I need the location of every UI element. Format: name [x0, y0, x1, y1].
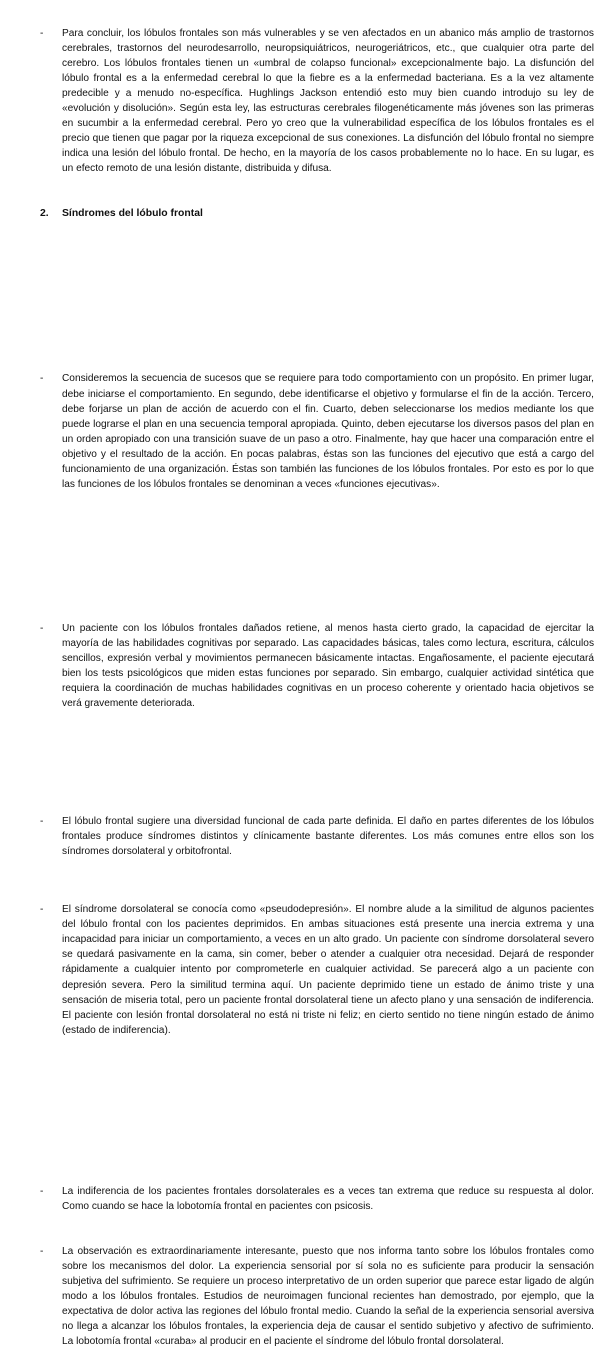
intro-text: Para concluir, los lóbulos frontales son más vulnerables y se ven afectados en un abanico más amplio de trastornos cerebrales, trastornos del neurodesarrollo, neuropsiquiátricos, neurogeriátricos, etc., que cualquier otra parte del cerebro. Los lóbulos frontales tienen un «umbral de colapso funcional» excepcionalmente bajo. La disfunción del lóbulo frontal es a la enfermedad cerebral lo que la fiebre es a la enfermedad bacteriana. Es a la vez altamente predecible y a menudo no-específica. Hughlings Jackson entendió esto muy bien cuando introdujo su ley de «evolución y disolución». Según esta ley, las estructuras cerebrales filogenéticamente más jóvenes son las primeras en sucumbir a la enfermedad cerebral. Pero yo creo que la vulnerabilidad específica de los lóbulos frontales es el precio que tienen que pagar por la riqueza excepcional de sus conexiones. La disfunción del lóbulo frontal no siempre indica una lesión del lóbulo frontal. De hecho, en la mayoría de los casos probablemente no lo hace. En su lugar, es un efecto remoto de una lesión distante, distribuida y difusa. — [62, 28, 594, 175]
bullet-dash: - — [40, 373, 44, 385]
list-item-text: Un paciente con los lóbulos frontales dañados retiene, al menos hasta cierto grado, la capacidad de ejercitar la mayoría de las habilidades cognitivas por separado. Las capacidades básicas, tales como lectura, escritura, cálculos sencillos, expresión verbal y movimientos permanecen básicamente intactas. Engañosamente, el paciente ejecutará bien los tests psicológicos que miden estas funciones por separado. Sin embargo, cualquier actividad sintética que requiera la coordinación de muchas habilidades cognitivas en un proceso coherente y orientado hacia objetivos se verá gravemente deteriorada. — [62, 622, 594, 710]
list-item — [40, 371, 594, 491]
bullet-dash: - — [40, 1245, 44, 1257]
list-item — [40, 621, 594, 711]
section-number: 2. — [40, 208, 49, 219]
bullet-dash: - — [40, 816, 44, 828]
bullet-dash: - — [40, 904, 44, 916]
list-item-text: El lóbulo frontal sugiere una diversidad funcional de cada parte definida. El daño en partes diferentes de los lóbulos frontales produce síndromes distintos y clínicamente bastante diferentes. Los más comunes entre ellos son los síndromes dorsolateral y orbitofrontal. — [62, 816, 594, 858]
bullet-dash: - — [40, 28, 44, 39]
intro-paragraph — [40, 26, 594, 176]
section-heading — [40, 206, 572, 221]
list-item — [40, 1244, 594, 1349]
bullet-dash: - — [40, 1185, 44, 1197]
list-item-text: La indiferencia de los pacientes frontales dorsolaterales es a veces tan extrema que reduce su respuesta al dolor. Como cuando se hace la lobotomía frontal en pacientes con psicosis. — [62, 1185, 594, 1212]
section-title: Síndromes del lóbulo frontal — [62, 208, 203, 219]
list-item-text: La observación es extraordinariamente interesante, puesto que nos informa tanto sobre los lóbulos frontales como sobre los mecanismos del dolor. La experiencia sensorial por sí sola no es suficiente para producir la sensación subjetiva del sufrimiento. Se requiere un proceso interpretativo de un orden superior que parece estar ligado de algún modo a los lóbulos frontales. Estudios de neuroimagen funcional recientes han demostrado, por ejemplo, que la expectativa de dolor activa las regiones del lóbulo frontal medio. Cuando la señal de la experiencia sensorial aversiva no llega a alcanzar los lóbulos frontales, la experiencia deja de causar el sentido subjetivo y afectivo de sufrimiento. La lobotomía frontal «curaba» al producir en el paciente el síndrome del lóbulo frontal dorsolateral. — [62, 1245, 594, 1348]
list-item-text: Consideremos la secuencia de sucesos que se requiere para todo comportamiento con un propósito. En primer lugar, debe iniciarse el comportamiento. En segundo, debe identificarse el objetivo y formularse el fin de la acción. Tercero, debe forjarse un plan de acción de acuerdo con el fin. Cuarto, deben seleccionarse los medios mediante los que puede lograrse el plan en una secuencia temporal apropiada. Quinto, deben ejecutarse los diversos pasos del plan en un orden apropiado con una transición suave de un paso a otro. Finalmente, hay que hacer una comparación entre el objetivo y el resultado de la acción. En pocas palabras, éstas son las funciones del ejecutivo que está a cargo del funcionamiento de una organización. Éstas son también las funciones de los lóbulos frontales. Por esto es por lo que las funciones de los lóbulos frontales se denominan a veces «funciones ejecutivas». — [62, 373, 594, 490]
list-item — [40, 1184, 594, 1214]
list-item — [40, 902, 594, 1037]
bullet-dash: - — [40, 622, 44, 634]
list-item-text: El síndrome dorsolateral se conocía como «pseudodepresión». El nombre alude a la similitud de algunos pacientes del lóbulo frontal con los pacientes deprimidos. En ambas situaciones está presente una inercia extrema y una incapacidad para iniciar un comportamiento, a veces en un alto grado. Un paciente con síndrome dorsolateral severo se quedará pasivamente en la cama, sin comer, beber o atender a cualquier otra necesidad. Dejará de responder rápidamente a cualquier intento por comprometerle en cualquier actividad. Se parecerá algo a un paciente con depresión severa. Pero la similitud termina aquí. Un paciente deprimido tiene un estado de ánimo triste y una sensación de miseria total, pero un paciente frontal dorsolateral tiene un afecto plano y una sensación de indiferencia. El paciente con lesión frontal dorsolateral no está ni triste ni feliz; en cierto sentido no tiene ningún estado de ánimo (estado de indiferencia). — [62, 904, 594, 1036]
list-item — [40, 814, 594, 859]
